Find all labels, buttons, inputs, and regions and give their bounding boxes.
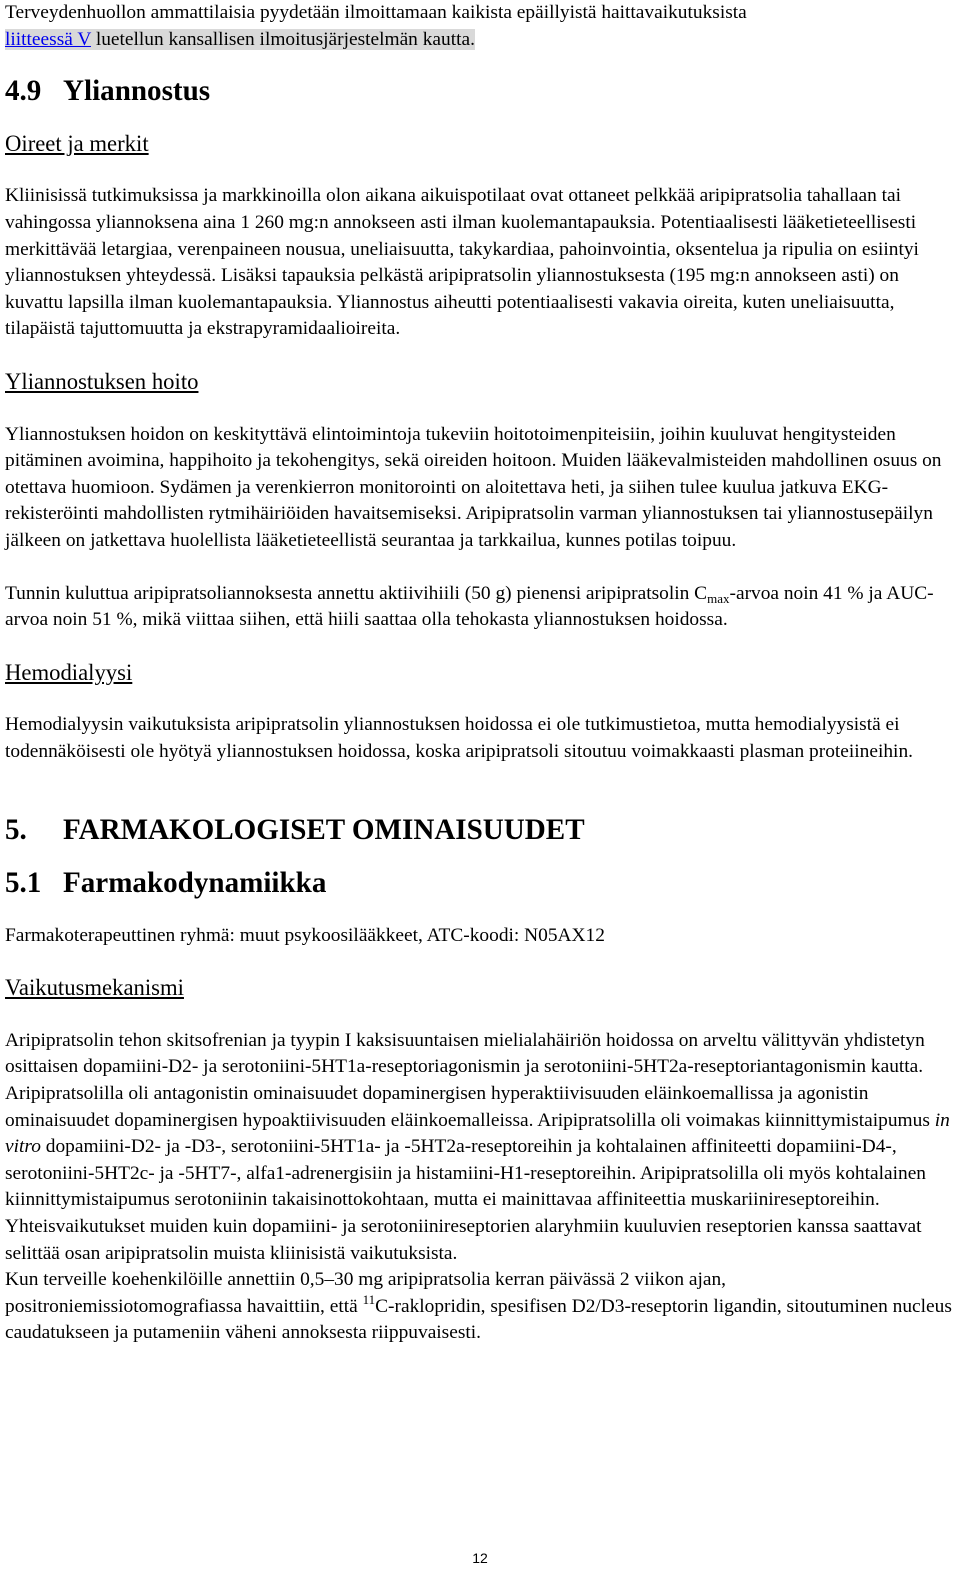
subheading-overdose-treatment: Yliannostuksen hoito <box>5 368 199 394</box>
intro-highlight <box>5 29 475 50</box>
isotope-superscript: 11 <box>362 1291 376 1307</box>
section-number: 5. <box>5 814 27 847</box>
intro-line-1: Terveydenhuollon ammattilaisia pyydetään ilmoittamaan kaikista epäillyistä haittavaikutuksista <box>5 2 747 23</box>
paragraph-overdose-treatment: Yliannostuksen hoidon on keskityttävä elintoimintoja tukeviin hoitotoimenpiteisiin, joihin kuuluvat hengitysteiden pitäminen avoimina, happihoito ja tekohengitys, sekä oireiden hoitoon. Muiden lääkevalmisteiden mahdollinen osuus on otettava huomioon. Sydämen ja verenkierron monitorointi on aloitettava heti, ja siihen tulee kuulua jatkuva EKG-rekisteröinti mahdollisten rytmihäiriöiden havaitsemiseksi. Aripipratsolin varman yliannostuksen tai yliannostusepäilyn jälkeen on jatkettava huolellista lääketieteellistä seurantaa ja tarkkailua, kunnes potilas toipuu. <box>5 423 942 551</box>
section-4-9-heading <box>5 75 957 108</box>
page-number: 12 <box>472 1550 488 1566</box>
paragraph-activated-charcoal: Tunnin kuluttua aripipratsoliannoksesta annettu aktiivihiili (50 g) pienensi aripipratsolin $C_{max}$-arvoa noin 41 % ja AUC-arvoa noin 51 %, mikä viittaa siihen, että hiili saattaa olla tehokasta yliannostuksen hoidossa. <box>5 582 934 631</box>
paragraph-pet-study: Kun terveille koehenkilöille annettiin 0,5–30 mg aripipratsolia kerran päivässä 2 viikon ajan, positroniemissiotomografiassa havaittiin, että $^{11}$C-raklopridin, spesifisen D2/D3-reseptorin ligandin, sitoutuminen nucleus caudatukseen ja putameniin väheni annoksesta riippuvaisesti. <box>5 1269 952 1344</box>
paragraph-hemodialysis: Hemodialyysin vaikutuksista aripipratsolin yliannostuksen hoidossa ei ole tutkimustietoa, mutta hemodialyysistä ei todennäköisesti ole hyötyä yliannostuksen hoidossa, koska aripipratsoli sitoutuu voimakkaasti plasman proteiineihin. <box>5 714 913 762</box>
paragraph-mechanism: Aripipratsolin tehon skitsofrenian ja tyypin I kaksisuuntaisen mielialahäiriön hoidossa on arveltu välittyvän yhdistetyn osittaisen dopamiini-D2- ja serotoniini-5HT1a-reseptoriagonismin ja serotoniini-5HT2a-reseptoriantagonismin kautta. Aripipratsolilla oli antagonistin ominaisuudet dopaminergisen hyperaktiivisuuden eläinkoemallissa ja agonistin ominaisuudet dopaminergisen hypoaktiivisuuden eläinkoemalleissa. Aripipratsolilla oli voimakas kiinnittymistaipumus in vitro dopamiini-D2- ja -D3-, serotoniini-5HT1a- ja -5HT2a-reseptoreihin ja kohtalainen affiniteetti dopamiini-D4-, serotoniini-5HT2c- ja -5HT7-, alfa1-adrenergisiin ja histamiini-H1-reseptoreihin. Aripipratsolilla oli myös kohtalainen kiinnittymistaipumus serotoniinin takaisinottokohtaan, mutta ei mainittavaa affiniteettia muskariinireseptoreihin. Yhteisvaikutukset muiden kuin dopamiini- ja serotoniinireseptorien alaryhmiin kuuluvien reseptorien kanssa saattavat selittää osan aripipratsolin muista kliinisistä vaikutuksista. <box>5 1029 950 1264</box>
intro-line-2: luetellun kansallisen ilmoitusjärjestelmän kautta. <box>91 28 475 50</box>
section-title: FARMAKOLOGISET OMINAISUUDET <box>63 814 585 847</box>
paragraph-symptoms: Kliinisissä tutkimuksissa ja markkinoilla olon aikana aikuispotilaat ovat ottaneet pelkkää aripipratsolia tahallaan tai vahingossa yliannoksena aina 1 260 mg:n annokseen asti ilman kuolemantapauksia. Potentiaalisesti lääketieteellisesti merkittävää letargiaa, verenpaineen nousua, uneliaisuutta, takykardiaa, pahoinvointia, oksentelua ja ripulia on esiintyi yliannostuksen yhteydessä. Lisäksi tapauksia pelkästä aripipratsolin yliannostuksesta (195 mg:n annokseen asti) on kuvattu lapsilla ilman kuolemantapauksia. Yliannostus aiheutti potentiaalisesti vakavia oireita, kuten uneliaisuutta, tilapäistä tajuttomuutta ja ekstrapyramidaalioireita. <box>5 185 919 340</box>
subheading-symptoms: Oireet ja merkit <box>5 130 149 156</box>
section-number: 5.1 <box>5 867 42 900</box>
cmax-subscript: max <box>707 590 730 606</box>
in-vitro-italic: in vitro <box>5 1109 950 1158</box>
section-title: Yliannostus <box>63 75 211 108</box>
subheading-mechanism: Vaikutusmekanismi <box>5 975 184 1001</box>
intro-paragraph <box>5 0 957 53</box>
section-5-heading <box>5 814 957 847</box>
section-number: 4.9 <box>5 75 42 108</box>
section-title: Farmakodynamiikka <box>63 867 327 900</box>
subheading-hemodialysis: Hemodialyysi <box>5 659 133 685</box>
document-page <box>5 0 957 1347</box>
paragraph-atc-group: Farmakoterapeuttinen ryhmä: muut psykoosilääkkeet, ATC-koodi: N05AX12 <box>5 924 605 946</box>
annex-v-link[interactable]: liitteessä V <box>5 28 91 50</box>
section-5-1-heading <box>5 867 957 900</box>
